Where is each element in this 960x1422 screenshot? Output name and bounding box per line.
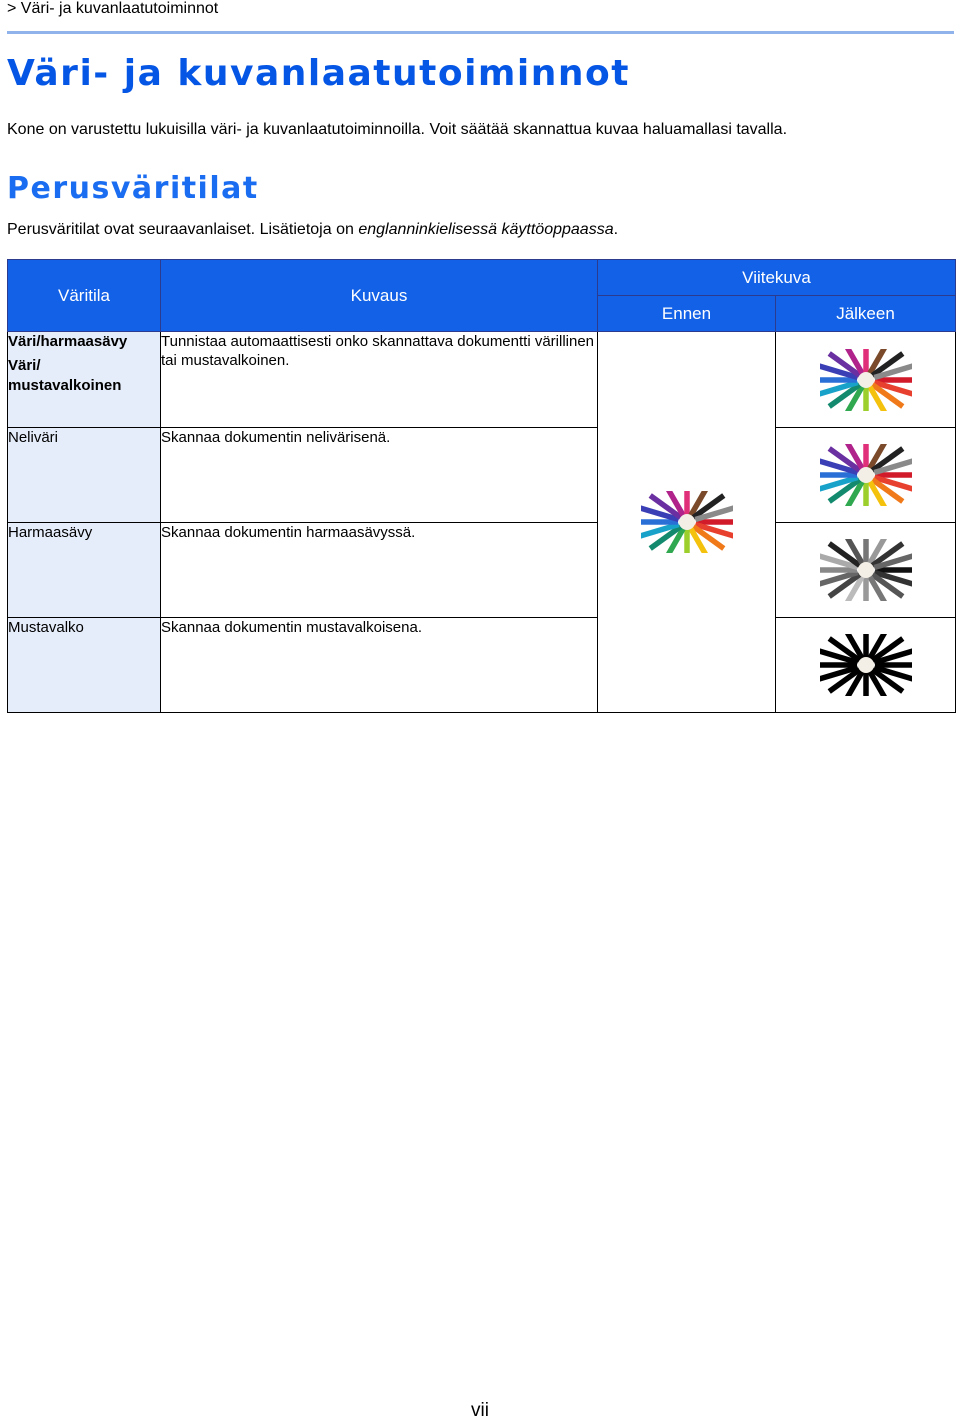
description-cell bbox=[161, 428, 598, 523]
header-rule bbox=[7, 31, 954, 34]
pencil-center bbox=[858, 467, 874, 483]
table-row bbox=[8, 523, 956, 618]
description-cell bbox=[161, 523, 598, 618]
after-image-cell bbox=[776, 332, 956, 428]
color-mode-table bbox=[7, 259, 956, 713]
pencil-center bbox=[858, 562, 874, 578]
mode-label: Mustavalko bbox=[8, 619, 84, 636]
description-text: Skannaa dokumentin harmaasävyssä. bbox=[161, 524, 416, 541]
section-text-plain: Perusväritilat ovat seuraavanlaiset. Lisätietoja on bbox=[7, 221, 359, 238]
pencil-center bbox=[858, 372, 874, 388]
mode-cell bbox=[8, 332, 161, 428]
section-heading: Perusväritilat bbox=[7, 171, 259, 206]
mode-label: Harmaasävy bbox=[8, 524, 93, 541]
description-cell bbox=[161, 618, 598, 713]
before-image-cell bbox=[598, 332, 776, 713]
mode-cell bbox=[8, 523, 161, 618]
section-text-italic: englanninkielisessä käyttöoppaassa bbox=[358, 221, 614, 238]
mode-cell bbox=[8, 428, 161, 523]
section-text bbox=[7, 221, 618, 239]
mode-cell bbox=[8, 618, 161, 713]
header-reference: Viitekuva bbox=[598, 260, 956, 296]
description-text: Tunnistaa automaattisesti onko skannattava dokumentti värillinen tai mustavalkoinen. bbox=[161, 333, 595, 369]
header-mode: Väritila bbox=[8, 260, 161, 332]
description-text: Skannaa dokumentin nelivärisenä. bbox=[161, 429, 391, 446]
table-row bbox=[8, 428, 956, 523]
grayscale-pencils-image bbox=[820, 539, 912, 601]
after-image-cell bbox=[776, 428, 956, 523]
table-row bbox=[8, 618, 956, 713]
mode-label: Väri/ bbox=[8, 357, 41, 374]
pencil-center bbox=[679, 514, 695, 530]
black-white-pencils-image bbox=[820, 634, 912, 696]
breadcrumb: > Väri- ja kuvanlaatutoiminnot bbox=[7, 0, 219, 17]
description-cell bbox=[161, 332, 598, 428]
header-before: Ennen bbox=[598, 296, 776, 332]
after-image-cell bbox=[776, 523, 956, 618]
color-pencils-image bbox=[820, 349, 912, 411]
intro-text: Kone on varustettu lukuisilla väri- ja kuvanlaatutoiminnoilla. Voit säätää skannattua kuvaa haluamallasi tavalla. bbox=[7, 121, 788, 138]
color-pencils-image bbox=[820, 444, 912, 506]
page-number: vii bbox=[471, 1400, 489, 1421]
after-image-cell bbox=[776, 618, 956, 713]
header-after: Jälkeen bbox=[776, 296, 956, 332]
header-description: Kuvaus bbox=[161, 260, 598, 332]
mode-label: Väri/harmaasävy bbox=[8, 333, 128, 350]
color-pencils-image bbox=[641, 491, 733, 553]
mode-label: Neliväri bbox=[8, 429, 59, 446]
section-text-end: . bbox=[613, 221, 619, 238]
table-row bbox=[8, 332, 956, 428]
page-title: Väri- ja kuvanlaatutoiminnot bbox=[7, 53, 630, 94]
description-text: Skannaa dokumentin mustavalkoisena. bbox=[161, 619, 422, 636]
mode-label: mustavalkoinen bbox=[8, 377, 122, 394]
pencil-center bbox=[858, 657, 874, 673]
